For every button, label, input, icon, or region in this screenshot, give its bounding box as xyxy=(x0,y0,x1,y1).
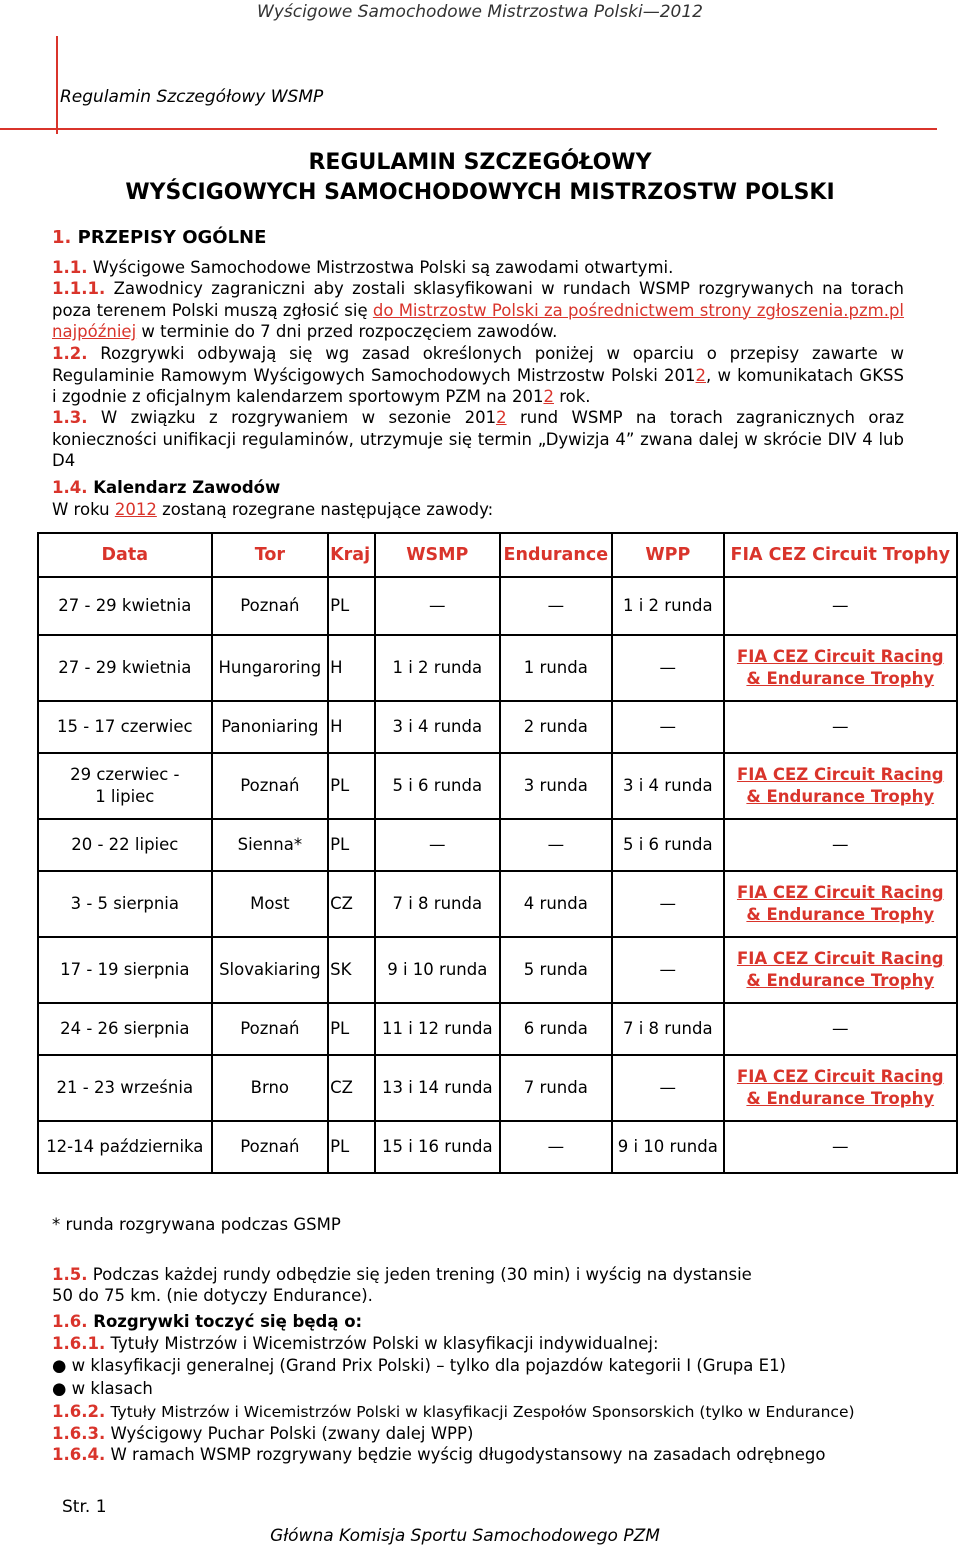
header-wpp: WPP xyxy=(612,533,723,577)
track-cell xyxy=(212,701,329,753)
cell-text: 20 - 22 lipiec xyxy=(71,835,179,854)
cell-text: — xyxy=(659,960,677,979)
cell-text: CZ xyxy=(330,1078,353,1097)
paragraph-text: Wyścigowy Puchar Polski (zwany dalej WPP) xyxy=(110,1424,474,1443)
paragraph-number: 1.4. xyxy=(52,478,88,497)
cell-text: 4 runda xyxy=(523,894,588,913)
cell-text: 6 runda xyxy=(523,1019,588,1038)
calendar-table xyxy=(37,532,958,1174)
cell-text: PL xyxy=(330,1137,350,1156)
cell-text: Most xyxy=(250,894,290,913)
paragraph-text: zostaną rozegrane następujące zawody: xyxy=(162,500,494,519)
endurance-cell xyxy=(500,1003,613,1055)
fia-cez-cell xyxy=(724,635,958,701)
paragraph-number: 1.2. xyxy=(52,344,88,363)
paragraph-text: W związku z rozgrywaniem w sezonie 201 xyxy=(100,408,497,427)
bullet-text: w klasyfikacji generalnej (Grand Prix Polski) – tylko dla pojazdów kategorii I (Grupa E1) xyxy=(71,1356,786,1375)
document-top-header: Wyścigowe Samochodowe Mistrzostwa Polski—2012 xyxy=(257,2,703,22)
track-cell xyxy=(212,871,329,937)
country-cell xyxy=(328,1121,375,1173)
cell-text: PL xyxy=(330,596,350,615)
year-digit: 2 xyxy=(543,387,554,407)
cell-text: Poznań xyxy=(240,1019,300,1038)
cell-text: 13 i 14 runda xyxy=(381,1078,493,1097)
header-wsmp: WSMP xyxy=(375,533,499,577)
paragraph-1-1-1 xyxy=(52,278,904,343)
paragraph-text: Zawodnicy zagraniczni aby zostali sklasyfikowani w rundach WSMP rozgrywanych na torach poza terenem Polski muszą zgłosić się xyxy=(52,279,905,320)
paragraph-number: 1.1.1. xyxy=(52,279,106,298)
track-cell xyxy=(212,635,329,701)
section-1-heading xyxy=(52,227,266,248)
cell-text: 9 i 10 runda xyxy=(617,1137,718,1156)
paragraph-1-6-3 xyxy=(52,1424,473,1443)
endurance-cell xyxy=(500,871,613,937)
fia-cez-link[interactable]: FIA CEZ Circuit Racing & Endurance Trophy xyxy=(736,883,944,924)
cell-text: 1 i 2 runda xyxy=(622,596,713,615)
wsmp-cell xyxy=(375,701,499,753)
calendar-table-body xyxy=(38,533,957,1173)
cell-text: 7 i 8 runda xyxy=(392,894,483,913)
calendar-row xyxy=(38,635,957,701)
date-cell xyxy=(38,1003,212,1055)
header-track: Tor xyxy=(212,533,329,577)
paragraph-text: Tytuły Mistrzów i Wicemistrzów Polski w klasyfikacji indywidualnej: xyxy=(110,1334,659,1353)
calendar-row xyxy=(38,937,957,1003)
fia-cez-cell xyxy=(724,1121,958,1173)
paragraph-1-4-text xyxy=(52,500,493,519)
cell-text: 11 i 12 runda xyxy=(381,1019,493,1038)
wsmp-cell xyxy=(375,937,499,1003)
wsmp-cell xyxy=(375,753,499,819)
document-footer: Główna Komisja Sportu Samochodowego PZM xyxy=(270,1526,660,1546)
country-cell xyxy=(328,1003,375,1055)
endurance-cell xyxy=(500,635,613,701)
fia-cez-cell xyxy=(724,871,958,937)
header-date: Data xyxy=(38,533,212,577)
year-digit: 2 xyxy=(496,408,507,427)
paragraph-1-3 xyxy=(52,407,904,472)
header-fia-cez: FIA CEZ Circuit Trophy xyxy=(724,533,958,577)
paragraph-1-6-1 xyxy=(52,1334,659,1353)
cell-text: 5 i 6 runda xyxy=(622,835,713,854)
wsmp-cell xyxy=(375,1055,499,1121)
paragraph-text: , w komunikatach GKSS i zgodnie z oficjalnym kalendarzem sportowym PZM na 201 xyxy=(52,365,904,407)
cell-text: 3 - 5 sierpnia xyxy=(70,894,180,913)
cell-text: — xyxy=(659,894,677,913)
country-cell xyxy=(328,1055,375,1121)
cell-text: — xyxy=(659,658,677,677)
endurance-cell xyxy=(500,577,613,635)
calendar-row xyxy=(38,1003,957,1055)
country-cell xyxy=(328,819,375,871)
paragraph-text: W ramach WSMP rozgrywany będzie wyścig długodystansowy na zasadach odrębnego xyxy=(110,1445,826,1464)
date-cell xyxy=(38,1121,212,1173)
cell-text: CZ xyxy=(330,894,353,913)
bullet-icon: ● xyxy=(52,1379,67,1398)
cell-text: 27 - 29 kwietnia xyxy=(58,658,192,677)
cell-text: 5 runda xyxy=(523,960,588,979)
cell-text: — xyxy=(547,835,565,854)
paragraph-number: 1.6.1. xyxy=(52,1334,106,1353)
paragraph-number: 1.6.4. xyxy=(52,1445,106,1464)
bullet-text: w klasach xyxy=(71,1379,153,1398)
endurance-cell xyxy=(500,753,613,819)
cell-text: 24 - 26 sierpnia xyxy=(60,1019,190,1038)
wsmp-cell xyxy=(375,635,499,701)
fia-cez-cell xyxy=(724,1055,958,1121)
bullet-item xyxy=(52,1356,786,1375)
wpp-cell xyxy=(612,635,723,701)
calendar-row xyxy=(38,577,957,635)
date-cell xyxy=(38,753,212,819)
fia-cez-cell xyxy=(724,753,958,819)
page-number: Str. 1 xyxy=(62,1497,107,1517)
cell-text: Poznań xyxy=(240,596,300,615)
cell-text: 12-14 października xyxy=(46,1137,204,1156)
cell-text: 9 i 10 runda xyxy=(387,960,488,979)
paragraph-number: 1.5. xyxy=(52,1265,88,1284)
registration-link-deadline[interactable]: pl najpóźniej xyxy=(52,300,905,342)
wpp-cell xyxy=(612,701,723,753)
cell-text: 29 czerwiec - 1 lipiec xyxy=(70,765,180,806)
track-cell xyxy=(212,937,329,1003)
header-vertical-rule xyxy=(56,36,58,134)
wpp-cell xyxy=(612,1003,723,1055)
track-cell xyxy=(212,1003,329,1055)
calendar-header-row xyxy=(38,533,957,577)
fia-cez-link[interactable]: FIA CEZ Circuit Racing & Endurance Trophy xyxy=(736,1067,944,1108)
cell-text: 17 - 19 sierpnia xyxy=(60,960,190,979)
paragraph-text: rok. xyxy=(559,387,591,407)
paragraph-number: 1.6.2. xyxy=(52,1402,106,1421)
cell-text: Poznań xyxy=(240,776,300,795)
calendar-row xyxy=(38,819,957,871)
paragraph-number: 1.3. xyxy=(52,408,88,427)
cell-text: — xyxy=(659,1078,677,1097)
wsmp-cell xyxy=(375,1121,499,1173)
calendar-row xyxy=(38,753,957,819)
cell-text: PL xyxy=(330,1019,350,1038)
country-cell xyxy=(328,701,375,753)
cell-text: — xyxy=(832,717,849,736)
track-cell xyxy=(212,577,329,635)
cell-text: Panoniaring xyxy=(221,717,319,736)
section-number: 1. xyxy=(52,227,72,248)
track-cell xyxy=(212,753,329,819)
footnote: * runda rozgrywana podczas GSMP xyxy=(52,1215,341,1234)
cell-text: 5 i 6 runda xyxy=(392,776,483,795)
bullet-icon: ● xyxy=(52,1356,67,1375)
document-subheader: Regulamin Szczegółowy WSMP xyxy=(60,87,324,107)
cell-text: SK xyxy=(330,960,352,979)
fia-cez-cell xyxy=(724,1003,958,1055)
fia-cez-link[interactable]: FIA CEZ Circuit Racing & Endurance Trophy xyxy=(736,647,944,688)
fia-cez-cell xyxy=(724,819,958,871)
paragraph-1-6-4 xyxy=(52,1445,825,1464)
cell-text: 1 runda xyxy=(523,658,588,677)
cell-text: — xyxy=(659,717,677,736)
date-cell xyxy=(38,819,212,871)
cell-text: Sienna* xyxy=(237,835,303,854)
endurance-cell xyxy=(500,701,613,753)
paragraph-text: Rozgrywki odbywają się wg zasad określonych poniżej w oparciu o przepisy zawarte w Regulaminie Ramowym Wyścigowych Samochodowych Mistrzostw Polski 201 xyxy=(52,344,905,385)
date-cell xyxy=(38,701,212,753)
calendar-row xyxy=(38,871,957,937)
wpp-cell xyxy=(612,577,723,635)
country-cell xyxy=(328,753,375,819)
paragraph-title: Kalendarz Zawodów xyxy=(93,478,281,497)
year-digit: 2 xyxy=(695,365,707,385)
cell-text: — xyxy=(832,1019,849,1038)
date-cell xyxy=(38,871,212,937)
header-horizontal-rule xyxy=(0,128,937,130)
endurance-cell xyxy=(500,819,613,871)
cell-text: PL xyxy=(330,776,350,795)
wpp-cell xyxy=(612,937,723,1003)
paragraph-1-2 xyxy=(52,343,904,408)
document-title-line2: WYŚCIGOWYCH SAMOCHODOWYCH MISTRZOSTW POLSKI xyxy=(125,180,835,205)
document-title-line1: REGULAMIN SZCZEGÓŁOWY xyxy=(308,150,652,175)
endurance-cell xyxy=(500,1121,613,1173)
endurance-cell xyxy=(500,1055,613,1121)
wsmp-cell xyxy=(375,577,499,635)
paragraph-number: 1.1. xyxy=(52,258,88,277)
wpp-cell xyxy=(612,1055,723,1121)
fia-cez-link[interactable]: FIA CEZ Circuit Racing & Endurance Trophy xyxy=(736,765,944,806)
fia-cez-link[interactable]: FIA CEZ Circuit Racing & Endurance Trophy xyxy=(736,949,944,990)
fia-cez-cell xyxy=(724,701,958,753)
cell-text: — xyxy=(547,596,565,615)
cell-text: 1 i 2 runda xyxy=(392,658,483,677)
track-cell xyxy=(212,1055,329,1121)
paragraph-title: Rozgrywki toczyć się będą o: xyxy=(93,1312,363,1331)
cell-text: 3 i 4 runda xyxy=(622,776,713,795)
cell-text: H xyxy=(330,658,343,677)
paragraph-1-6-heading xyxy=(52,1312,362,1331)
fia-cez-cell xyxy=(724,937,958,1003)
paragraph-1-4-heading xyxy=(52,478,280,497)
paragraph-number: 1.6.3. xyxy=(52,1424,106,1443)
cell-text: 27 - 29 kwietnia xyxy=(58,596,192,615)
cell-text: — xyxy=(429,596,446,615)
wsmp-cell xyxy=(375,819,499,871)
paragraph-number: 1.6. xyxy=(52,1312,88,1331)
wsmp-cell xyxy=(375,1003,499,1055)
cell-text: — xyxy=(832,596,849,615)
calendar-row xyxy=(38,1055,957,1121)
cell-text: Poznań xyxy=(240,1137,300,1156)
paragraph-1-1 xyxy=(52,258,673,277)
paragraph-text: w terminie do 7 dni przed rozpoczęciem zawodów. xyxy=(141,322,558,342)
date-cell xyxy=(38,1055,212,1121)
calendar-row xyxy=(38,1121,957,1173)
cell-text: 7 runda xyxy=(523,1078,588,1097)
header-country: Kraj xyxy=(328,533,375,577)
wsmp-cell xyxy=(375,871,499,937)
cell-text: — xyxy=(429,835,446,854)
cell-text: 3 runda xyxy=(523,776,588,795)
date-cell xyxy=(38,635,212,701)
cell-text: — xyxy=(832,835,849,854)
paragraph-text: Podczas każdej rundy odbędzie się jeden trening (30 min) i wyścig na dystansie xyxy=(92,1265,752,1284)
cell-text: Hungaroring xyxy=(218,658,322,677)
country-cell xyxy=(328,577,375,635)
date-cell xyxy=(38,577,212,635)
wpp-cell xyxy=(612,753,723,819)
track-cell xyxy=(212,1121,329,1173)
cell-text: — xyxy=(547,1137,565,1156)
paragraph-1-5-cont: 50 do 75 km. (nie dotyczy Endurance). xyxy=(52,1286,373,1305)
paragraph-1-6-2 xyxy=(52,1402,855,1421)
date-cell xyxy=(38,937,212,1003)
paragraph-text: rund WSMP na torach zagranicznych oraz konieczności unifikacji regulaminów, utrzymuje się termin „Dywizja 4” zwana dalej w skrócie DIV 4 lub D4 xyxy=(52,408,904,471)
registration-link[interactable]: do Mistrzostw Polski za pośrednictwem strony zgłoszenia. xyxy=(372,300,849,320)
registration-link-domain[interactable]: pzm. xyxy=(848,300,889,320)
paragraph-text: W roku xyxy=(52,500,110,519)
bullet-item xyxy=(52,1379,153,1398)
cell-text: 15 - 17 czerwiec xyxy=(56,717,193,736)
cell-text: H xyxy=(330,717,343,736)
paragraph-1-5 xyxy=(52,1265,752,1284)
calendar-row xyxy=(38,701,957,753)
wpp-cell xyxy=(612,1121,723,1173)
wpp-cell xyxy=(612,871,723,937)
year: 2012 xyxy=(114,500,157,519)
country-cell xyxy=(328,937,375,1003)
cell-text: 2 runda xyxy=(523,717,588,736)
cell-text: 3 i 4 runda xyxy=(392,717,483,736)
cell-text: PL xyxy=(330,835,350,854)
cell-text: 15 i 16 runda xyxy=(381,1137,493,1156)
paragraph-text: Tytuły Mistrzów i Wicemistrzów Polski w klasyfikacji Zespołów Sponsorskich (tylko w Endurance) xyxy=(110,1403,855,1421)
endurance-cell xyxy=(500,937,613,1003)
cell-text: — xyxy=(832,1137,849,1156)
cell-text: 21 - 23 września xyxy=(56,1078,194,1097)
paragraph-text: Wyścigowe Samochodowe Mistrzostwa Polski są zawodami otwartymi. xyxy=(92,258,674,277)
track-cell xyxy=(212,819,329,871)
cell-text: 7 i 8 runda xyxy=(622,1019,713,1038)
section-title: PRZEPISY OGÓLNE xyxy=(77,227,267,248)
country-cell xyxy=(328,871,375,937)
country-cell xyxy=(328,635,375,701)
cell-text: Slovakiaring xyxy=(219,960,321,979)
fia-cez-cell xyxy=(724,577,958,635)
cell-text: Brno xyxy=(250,1078,290,1097)
header-endurance: Endurance xyxy=(500,533,613,577)
wpp-cell xyxy=(612,819,723,871)
